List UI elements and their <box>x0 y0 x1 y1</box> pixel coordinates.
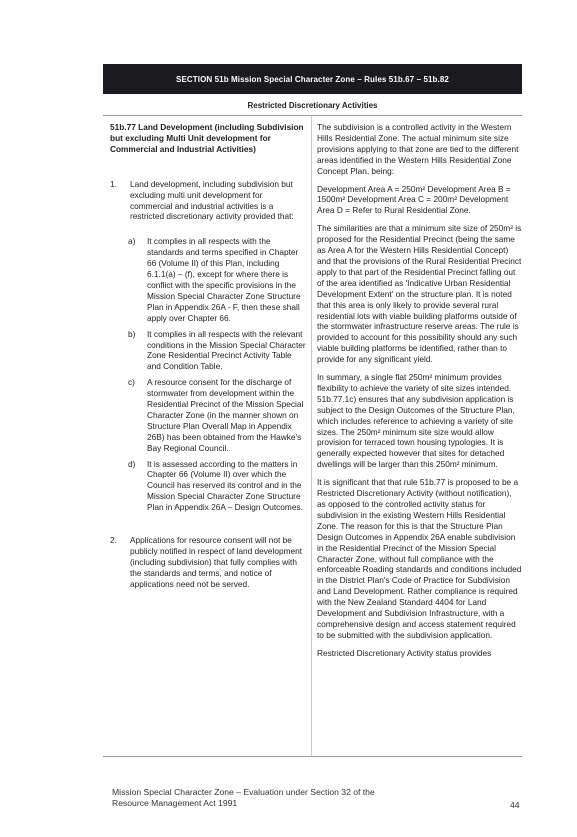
section-banner: SECTION 51b Mission Special Character Zone – Rules 51b.67 – 51b.82 <box>103 64 522 94</box>
explanation-column <box>317 122 522 666</box>
rule-item-2 <box>110 535 306 590</box>
paragraph: Development Area A = 250m² Development Area B = 1500m² Development Area C = 200m² Development Area D = Refer to Rural Residential Zone. <box>317 183 511 216</box>
item-text: Land development, including subdivision but excluding multi unit development for commercial and industrial activities is a restricted discretionary activity provided that: <box>130 178 294 222</box>
sub-text: It complies in all respects with the relevant conditions in the Mission Special Character Zone Residential Precinct Activity Table and Condition Table. <box>147 328 306 372</box>
sub-text: It complies in all respects with the standards and terms specified in Chapter 66 (Volume II) of this Plan, including 6.1.1(a) – (f), except for where there is conflict with the specific provisions in the Mission Special Character Zone Structure Plan in Appendix 26A - F, then these shall apply over Chapter 66. <box>147 236 301 323</box>
item-text: Applications for resource consent will not be publicly notified in respect of land development (including subdivision) that fully complies with the standards and terms, and notice of applications need not be served. <box>130 535 303 589</box>
sub-item-b <box>128 329 306 373</box>
paragraph: Restricted Discretionary Activity status provides <box>317 647 492 658</box>
column-divider <box>311 116 312 756</box>
sub-letter: d) <box>128 458 136 469</box>
rule-item-1 <box>110 179 306 223</box>
item-number: 1. <box>110 178 117 189</box>
paragraph: The similarities are that a minimum site size of 250m² is proposed for the Residential Precinct (being the same as Area A for the Western Hills Residential Concept) and that the provisions of the Rural Residential Precinct apply to that part of the Residential Precinct falling out of the area identified as 'Indicative Urban Residential Development Extent' on the structure plan. It is noted that this area is only likely to provide several rural residential lots with viable building platforms outside of the stormwater infrastructure reserve areas. The rule is provided to account for this possibility should any such viable building platforms be identified, rather than to provide for any significant yield. <box>317 223 522 365</box>
activity-subheading: Restricted Discretionary Activities <box>103 97 522 116</box>
sub-letter: c) <box>128 377 135 388</box>
sub-item-c <box>128 377 306 453</box>
sub-text: It is assessed according to the matters in Chapter 66 (Volume II) over which the Council has reserved its control and in the Mission Special Character Zone Structure Plan in Appendix 26A – Design Outcomes. <box>147 458 303 513</box>
paragraph: The subdivision is a controlled activity in the Western Hills Residential Zone. The actual minimum site size provisions applying to that zone are tied to the different areas identified in the Western Hills Residential Zone Concept Plan, being: <box>317 122 519 176</box>
rule-heading: 51b.77 Land Development (including Subdivision but excluding Multi Unit development for Commercial and Industrial Activities) <box>110 122 304 154</box>
paragraph: In summary, a single flat 250m² minimum provides flexibility to achieve the variety of site sizes intended. 51b.77.1c) ensures that any subdivision application is subject to the Design Outcomes of the Structure Plan, which includes reference to achieving a variety of site sizes. The 250m² minimum site size would allow provision for terraced town housing typologies. It is generally expected however that sites for detached dwellings will be larger than this 250m² minimum. <box>317 372 515 470</box>
item-number: 2. <box>110 535 117 546</box>
sub-letter: a) <box>128 236 136 247</box>
sub-letter: b) <box>128 328 136 339</box>
rule-column <box>110 122 306 590</box>
sub-item-a <box>128 236 306 323</box>
bottom-rule <box>103 756 522 757</box>
page-number: 44 <box>510 800 520 810</box>
footer-text: Mission Special Character Zone – Evaluation under Section 32 of the Resource Management Act 1991 <box>112 787 375 808</box>
sub-text: A resource consent for the discharge of stormwater from development within the Residential Precinct of the Mission Special Character Zone (in the manner shown on Structure Plan Overall Map in Appendix 26B) has been obtained from the Hawke's Bay Regional Council. <box>147 377 304 453</box>
paragraph: It is significant that that rule 51b.77 is proposed to be a Restricted Discretionary Activity (without notification), as opposed to the controlled activity status for subdivision in the existing Western Hills Residential Zone. The reason for this is that the Structure Plan Design Outcomes in Appendix 26A enable subdivision in the Residential Precinct of the Mission Special Character Zone, without full compliance with the enforceable Roading standards and conditions included in the District Plan's Code of Practice for Subdivision and Land Development. Rather compliance is required with the New Zealand Standard 4404 for Land Development and Subdivision Infrastructure, with a comprehensive design and access statement required to be submitted with the subdivision application. <box>317 477 522 640</box>
sub-item-d <box>128 459 306 514</box>
